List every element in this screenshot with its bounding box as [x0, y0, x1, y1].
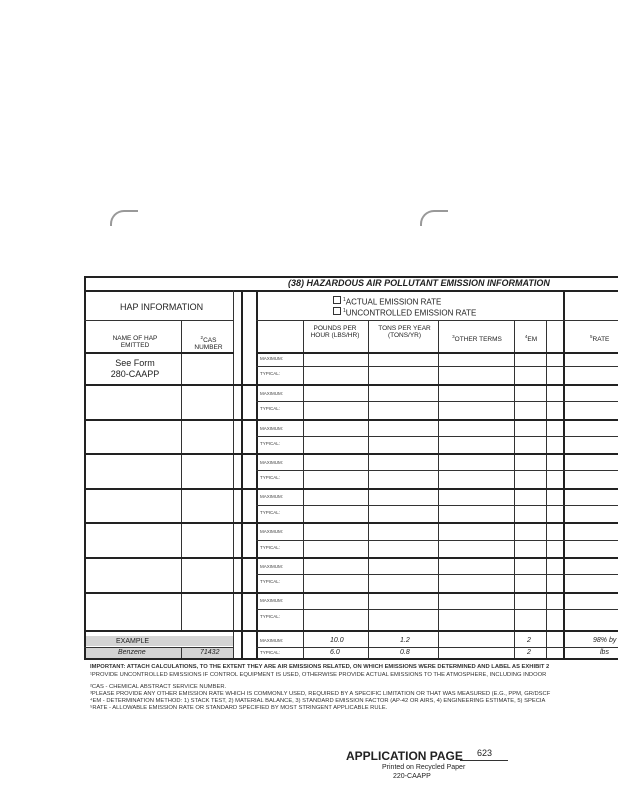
page-number: 623 [477, 748, 493, 758]
example-cas-number: 71432 [200, 649, 220, 656]
footnote-2: ²CAS - CHEMICAL ABSTRACT SERVICE NUMBER. [90, 684, 227, 690]
binder-hole-right-mark [420, 210, 448, 226]
typical-label: TYPICAL: [260, 475, 281, 480]
example-mid-line-left [84, 647, 234, 648]
typical-label: TYPICAL: [260, 441, 281, 446]
maximum-label: MAXIMUM: [260, 426, 283, 431]
hap-information-heading: HAP INFORMATION [120, 302, 204, 312]
example-maximum-label: MAXIMUM: [260, 638, 283, 643]
cas-sup: 2 [200, 335, 204, 340]
example-typ-lbs-hr: 6.0 [330, 649, 340, 656]
divider-name-cas [181, 320, 182, 630]
row-bottom-line [84, 592, 618, 594]
maximum-label: MAXIMUM: [260, 391, 283, 396]
example-mid-line-right [256, 647, 618, 648]
binder-hole-left-mark [110, 210, 138, 226]
footnote-1: ¹PROVIDE UNCONTROLLED EMISSIONS IF CONTROL EQUIPMENT IS USED, OTHERWISE PROVIDE ACTUAL EMISSIONS TO THE ATMOSPHERE, INCLUDING INDOOR [90, 672, 547, 678]
example-max-rate: 98% by [593, 637, 617, 644]
recycled-paper-note: Printed on Recycled Paper [382, 764, 466, 771]
col-rate [590, 333, 618, 343]
form-title: (38) HAZARDOUS AIR POLLUTANT EMISSION INFORMATION [288, 278, 550, 288]
example-bottom-line [84, 658, 618, 660]
col-cas-number [186, 334, 231, 351]
uncontrolled-emission-checkbox[interactable] [333, 307, 341, 315]
example-max-lbs-hr: 10.0 [330, 637, 344, 644]
example-typ-em: 2 [527, 649, 531, 656]
column-header-top [84, 320, 234, 321]
application-page-label: APPLICATION PAGE [346, 749, 463, 763]
row-bottom-line [84, 522, 618, 524]
typical-label: TYPICAL: [260, 510, 281, 515]
col-name-of-hap: NAME OF HAP EMITTED [112, 335, 158, 349]
maximum-label: MAXIMUM: [260, 356, 283, 361]
row-mid-line [256, 470, 618, 471]
column-header-bottom-right [256, 352, 618, 354]
page-number-underline [460, 760, 508, 761]
divider-hap-inner [233, 290, 234, 658]
typical-label: TYPICAL: [260, 371, 281, 376]
row-mid-line [256, 436, 618, 437]
footnote-3: ³PLEASE PROVIDE ANY OTHER EMISSION RATE WHICH IS COMMONLY USED, REQUIRED BY A SPECIFIC LIMITATION OR THAT WAS MEASURED (E.G., PPM, GR/DSCF [90, 691, 551, 697]
actual-emission-checkbox[interactable] [333, 296, 341, 304]
row-bottom-line [84, 557, 618, 559]
row-mid-line [256, 540, 618, 541]
em-sup: 4 [524, 334, 528, 339]
example-name-cas-divider [181, 647, 182, 658]
row-mid-line [256, 505, 618, 506]
form-title-rule [84, 290, 618, 292]
example-hap-name: Benzene [118, 649, 146, 656]
typical-label: TYPICAL: [260, 614, 281, 619]
maximum-label: MAXIMUM: [260, 598, 283, 603]
footnote-4: ⁴EM - DETERMINATION METHOD: 1) STACK TEST, 2) MATERIAL BALANCE, 3) STANDARD EMISSION FACTOR (AP-42 OR AIRS, 4) ENGINEERING ESTIMATE, 5) SPECIA [90, 698, 546, 704]
first-entry-line-2: 280-CAAPP [110, 369, 160, 379]
col-other-terms [442, 333, 512, 343]
other-terms-sup: 3 [452, 334, 455, 339]
maximum-label: MAXIMUM: [260, 564, 283, 569]
row-mid-line [256, 574, 618, 575]
cas-label: CAS NUMBER [194, 337, 223, 352]
row-mid-line [256, 366, 618, 367]
maximum-label: MAXIMUM: [260, 460, 283, 465]
example-header-shade [86, 636, 233, 646]
row-bottom-line [84, 384, 618, 386]
row-bottom-line [84, 453, 618, 455]
row-mid-line [256, 609, 618, 610]
row-bottom-line [84, 488, 618, 490]
example-header: EXAMPLE [116, 638, 150, 645]
typical-label: TYPICAL: [260, 579, 281, 584]
divider-emission-left [256, 290, 258, 658]
maximum-label: MAXIMUM: [260, 529, 283, 534]
row-mid-line [256, 401, 618, 402]
example-max-em: 2 [527, 637, 531, 644]
example-typical-label: TYPICAL: [260, 650, 281, 655]
form-left-border [84, 276, 86, 658]
example-typ-tons-yr: 0.8 [400, 649, 410, 656]
divider-rate-left [563, 290, 565, 658]
example-max-tons-yr: 1.2 [400, 637, 410, 644]
first-entry-reference [100, 358, 170, 380]
column-header-bottom [84, 352, 234, 354]
column-header-top-right [256, 320, 618, 321]
footnote-important: IMPORTANT: ATTACH CALCULATIONS, TO THE EXTENT THEY ARE AIR EMISSIONS RELATED, ON WHICH EMISSIONS WERE DETERMINED AND LABEL AS EXHIBIT 2 [90, 664, 550, 670]
em-label: EM [527, 336, 538, 344]
uncontrolled-emission-sup: 1 [343, 308, 346, 314]
rate-label: RATE [592, 336, 610, 344]
form-id: 220-CAAPP [393, 773, 431, 780]
typical-label: TYPICAL: [260, 406, 281, 411]
typical-label: TYPICAL: [260, 545, 281, 550]
maximum-label: MAXIMUM: [260, 494, 283, 499]
divider-hap-outer [241, 290, 243, 658]
actual-emission-sup: 1 [343, 297, 346, 303]
first-entry-line-1: See Form [115, 358, 155, 368]
col-em [516, 333, 546, 343]
uncontrolled-emission-label: UNCONTROLLED EMISSION RATE [345, 308, 477, 318]
uncontrolled-emission-option [343, 306, 476, 319]
row-bottom-line [84, 630, 618, 632]
col-pounds-per-hour: POUNDS PER HOUR (LBS/HR) [310, 325, 360, 339]
footnote-5: ⁵RATE - ALLOWABLE EMISSION RATE OR STANDARD SPECIFIED BY MOST STRINGENT APPLICABLE RULE. [90, 705, 388, 711]
example-typ-rate: lbs [600, 649, 609, 656]
other-terms-label: OTHER TERMS [454, 336, 502, 344]
actual-emission-label: ACTUAL EMISSION RATE [345, 297, 442, 307]
rate-sup: 5 [590, 334, 593, 339]
col-tons-per-year: TONS PER YEAR (TONS/YR) [378, 325, 431, 339]
row-bottom-line [84, 419, 618, 421]
